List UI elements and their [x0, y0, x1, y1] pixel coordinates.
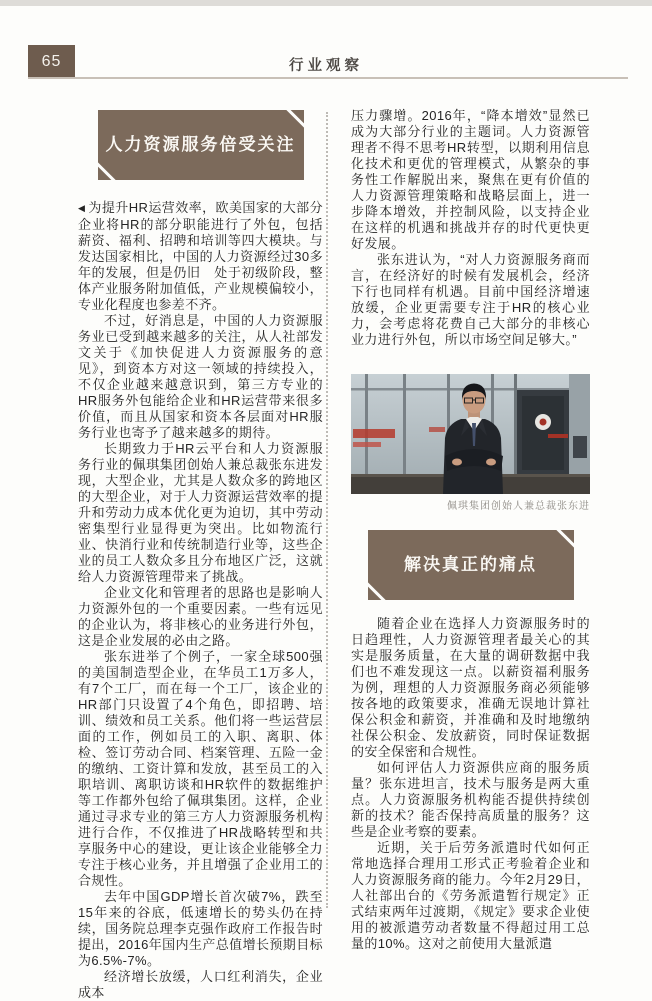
headline-text: 人力资源服务倍受关注 — [105, 135, 296, 154]
executive-photo — [351, 374, 590, 494]
column-divider — [326, 112, 328, 908]
corner-slash-icon — [93, 160, 116, 183]
body-paragraph: 压力骤增。2016年，“降本增效”显然已成为大部分行业的主题词。人力资源管理者不得不思考HR转型，以期利用信息化技术和更优的管理模式，从繁杂的事务性工作解脱出来，聚焦在更有价值的人力资源管理策略和战略层面上，进一步降本增效，并控制风险，以支持企业在这样的机遇和挑战并存的时代更快更好发展。 — [351, 108, 590, 251]
lead-triangle-icon: ◀ — [78, 203, 86, 213]
photo-caption: 佩琪集团创始人兼总裁张东进 — [447, 501, 590, 512]
body-paragraph: 去年中国GDP增长首次破7%，跌至15年来的谷底，低速增长的势头仍在持续，国务院总理李克强作政府工作报告时提出，2016年国内生产总值增长预期目标为6.5%-7%。 — [78, 889, 323, 968]
dark-doorway — [517, 390, 569, 476]
headline-text: 解决真正的痛点 — [404, 555, 537, 574]
corner-slash-icon — [363, 580, 386, 603]
corner-slash-icon — [555, 527, 578, 550]
paragraph-text: 为提升HR运营效率，欧美国家的大部分企业将HR的部分职能进行了外包，包括薪资、福利、招聘和培训等四大模块。与发达国家相比，中国的人力资源经过30多年的发展，但是仍旧 处于初级阶段，整体产业服务附加值低，产业规模偏较小，专业化程度也参差不齐。 — [78, 200, 323, 312]
body-paragraph: 企业文化和管理者的思路也是影响人力资源外包的一个重要因素。一些有远见的企业认为，将非核心的业务进行外包，这是企业发展的必由之路。 — [78, 585, 323, 648]
body-paragraph: 张东进举了个例子，一家全球500强的美国制造型企业，在华员工1万多人，有7个工厂，而在每一个工厂，该企业的HR部门只设置了4个角色，即招聘、培训、绩效和员工关系。他们将一些运营层面的工作，例如员工的入职、离职、体检、签订劳动合同、档案管理、五险一金的缴纳、工资计算和发放，甚至员工的入职培训、离职访谈和HR软件的数据维护等工作都外包给了佩琪集团。这样，企业通过寻求专业的第三方人力资源服务机构进行合作，不仅推进了HR战略转型和共享服务中心的建设，更让该企业能够全力专注于核心业务，并且增强了企业用工的合规性。 — [78, 649, 323, 888]
body-paragraph: 经济增长放缓，人口红利消失，企业成本 — [78, 969, 323, 1000]
body-paragraph: 随着企业在选择人力资源服务时的日趋理性，人力资源管理者最关心的其实是服务质量，在大量的调研数据中我们也不难发现这一点。以薪资福利服务为例，理想的人力资源服务商必须能够按各地的政策要求，准确无误地计算社保公积金和薪资，并准确和及时地缴纳社保公积金、发放薪资，同时保证数据的安全保密和合规性。 — [351, 616, 590, 759]
right-column — [351, 108, 590, 952]
office-lobby-photo-graphic — [351, 374, 590, 494]
body-paragraph — [78, 200, 323, 313]
red-signage — [353, 429, 395, 438]
body-paragraph: 不过，好消息是，中国的人力资源服务业已受到越来越多的关注，从人社部发文关于《加快促进人力资源服务的意见》，到资本方对这一领域的持续投入，不仅企业越来越意识到，第三方专业的HR服务外包能给企业和HR运营带来很多价值，而且从国家和资本各层面对HR服务行业也寄予了越来越多的期待。 — [78, 313, 323, 440]
corner-slash-icon — [285, 107, 308, 130]
left-column — [78, 108, 323, 1001]
headline-box-pain-points — [368, 530, 574, 600]
section-title: 行业观察 — [289, 58, 363, 74]
header-rule — [28, 77, 628, 79]
body-paragraph: 近期，关于后劳务派遣时代如何正常地选择合理用工形式正考验着企业和人力资源服务商的能力。今年2月29日，人社部出台的《劳务派遣暂行规定》正式结束两年过渡期，《规定》要求企业使用的被派遣劳动者数量不得超过用工总量的10%。这对之前使用大量派遣 — [351, 840, 590, 951]
body-paragraph: 如何评估人力资源供应商的服务质量？张东进坦言，技术与服务是两大重点。人力资源服务机构能否提供持续创新的技术？能否保持高质量的服务？这些是企业考察的要素。 — [351, 760, 590, 839]
body-paragraph: 张东进认为，“对人力资源服务商而言，在经济好的时候有发展机会，经济下行也同样有机遇。目前中国经济增速放缓，企业更需要专注于HR的核心业力，会考虑将花费自己大部分的非核心业力进行外包，所以市场空间足够大。” — [351, 252, 590, 347]
scan-edge — [0, 0, 652, 6]
body-paragraph: 长期致力于HR云平台和人力资源服务行业的佩琪集团创始人兼总裁张东进发现，大型企业，尤其是人数众多的跨地区的大型企业，对于人力资源运营效率的提升和劳动力成本优化更为迫切，其中劳动密集型行业显得更为突出。比如物流行业、快消行业和传统制造行业等，这些企业的员工人数众多且分布地区广泛，这就给人力资源管理带来了挑战。 — [78, 441, 323, 584]
page-number-badge: 65 — [28, 45, 75, 78]
headline-box-hr-services — [98, 110, 304, 180]
